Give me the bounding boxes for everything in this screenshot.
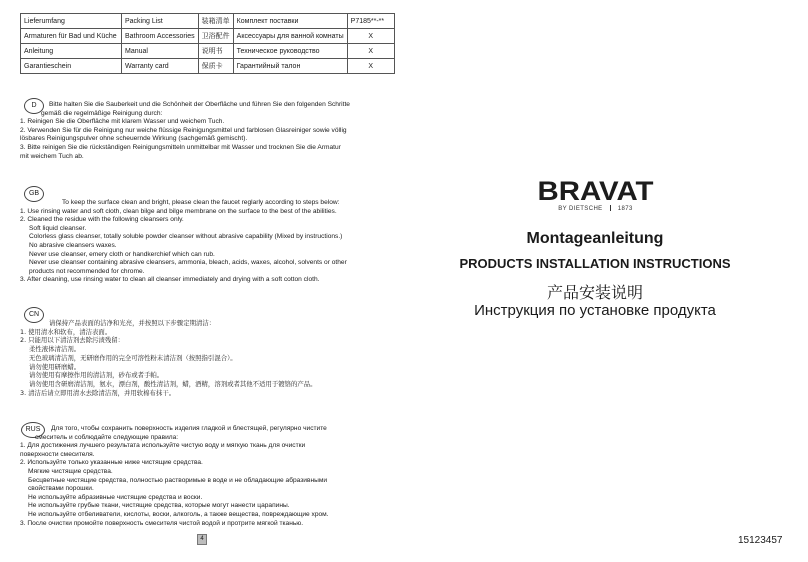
table-cell: Armaturen für Bad und Küche <box>21 29 122 44</box>
table-cell: X <box>347 44 394 59</box>
instruction-line: Soft liquid cleanser. <box>29 224 87 232</box>
title-cn: 产品安装说明 <box>546 283 643 302</box>
table-cell: Manual <box>122 44 199 59</box>
instruction-line: 2. Используйте только указанные ниже чистящие средства. <box>20 459 203 467</box>
instruction-line: Не используйте отбеливатели, кислоты, воски, алкоголь, а также вещества, повреждающие хром. <box>28 510 329 518</box>
instruction-line: Never use cleanser containing abrasive cleansers, ammonia, bleach, acids, waxes, alcohol, solvents or other <box>29 259 347 267</box>
section-de <box>20 101 385 161</box>
instruction-line: lösbares Reinigungspulver ohne scheuernde Wirkung (sachgemäß gemischt). <box>20 135 248 143</box>
instruction-line: 无色玻璃清洁剂，无研磨作用的完全可溶性粉末清洁剂（按照指引混合）。 <box>29 353 237 362</box>
brand-tagline <box>537 205 654 212</box>
instruction-line: Never use cleanser, emery cloth or handkerchief which can rub. <box>29 250 215 258</box>
instruction-line: 请保持产品表面的洁净和光亮，并按照以下步骤定期清洁： <box>49 319 216 327</box>
table-row <box>21 59 395 74</box>
table-cell: Warranty card <box>122 59 199 74</box>
instruction-line: смеситель и соблюдайте следующие правила: <box>35 433 179 441</box>
instruction-line: 请勿使用有摩擦作用的清洁剂，砂布或者手帕。 <box>29 371 164 380</box>
instruction-line: 3. После очистки промойте поверхность смесителя чистой водой и протрите мягкой тканью. <box>20 519 304 527</box>
instruction-line: gemäß die regelmäßige Reinigung durch: <box>41 109 163 117</box>
table-row <box>21 29 395 44</box>
bravat-logo <box>537 176 654 204</box>
brand-name: BRAVAT <box>537 176 654 204</box>
table-row <box>21 44 395 59</box>
table-cell: 保质卡 <box>198 59 233 74</box>
instruction-line: Bitte halten Sie die Sauberkeit und die Schönheit der Oberfläche und führen Sie den folgenden Schritte <box>49 101 350 108</box>
table-cell: Lieferumfang <box>21 14 122 29</box>
instruction-line: Не используйте грубые ткани, чистящие средства, которые могут нанести царапины. <box>28 502 290 510</box>
table-cell: Комплект поставки <box>233 14 347 29</box>
table-row <box>21 14 395 29</box>
table-cell: 说明书 <box>198 44 233 59</box>
brand-tagline-left: BY DIETSCHE <box>558 206 603 212</box>
instruction-line: 柔性液体清洁剂。 <box>29 345 81 354</box>
title-de: Montageanleitung <box>526 230 664 247</box>
instruction-line: No abrasive cleansers waxes. <box>29 241 117 249</box>
table-cell: P7185**-** <box>347 14 394 29</box>
table-cell: X <box>347 29 394 44</box>
instruction-line: Мягкие чистящие средства. <box>28 467 113 475</box>
table-cell: Anleitung <box>21 44 122 59</box>
instruction-line: 2. Cleaned the residue with the following cleansers only. <box>20 216 184 224</box>
table-cell: Гарантийный талон <box>233 59 347 74</box>
table-cell: Packing List <box>122 14 199 29</box>
table-cell: X <box>347 59 394 74</box>
instruction-line: 1. Reinigen Sie die Oberfläche mit klarem Wasser und weichem Tuch. <box>20 118 225 126</box>
instruction-line: Colorless glass cleanser, totally soluble powder cleanser without abrasive capability (Mixed by instructions.) <box>29 233 343 241</box>
title-ru: Инструкция по установке продукта <box>474 302 716 319</box>
instruction-line: 请勿使用含研磨清洁剂，氨水，漂白剂，酸性清洁剂，蜡，酒精，溶剂或者其他不适用于镀铬的产品。 <box>29 379 317 388</box>
language-badge-cn: CN <box>24 307 44 323</box>
language-badge-gb: GB <box>24 186 44 202</box>
instruction-line: 2. Verwenden Sie für die Reinigung nur weiche flüssige Reinigungsmittel und farblosen Glasreiniger sowie völlig <box>20 126 347 134</box>
language-badge-rus: RUS <box>21 422 45 438</box>
instruction-line: 3. Bitte reinigen Sie die rückständigen Reinigungsmitteln unmittelbar mit Wasser und trocknen Sie die Armatur <box>20 143 341 151</box>
page-number: 4 <box>197 534 207 545</box>
instruction-line: 3. After cleaning, use rinsing water to clean all cleanser immediately and drying with a soft cotton cloth. <box>20 276 320 284</box>
table-cell: Bathroom Accessories <box>122 29 199 44</box>
instruction-line: 请勿使用研磨蜡。 <box>29 362 81 371</box>
tagline-divider <box>610 205 611 211</box>
language-badge-de: D <box>24 98 44 114</box>
instruction-line: 3. 清洁后请立即用清水去除清洁剂，并用软棉布抹干。 <box>20 388 176 397</box>
table-cell: Техническое руководство <box>233 44 347 59</box>
instruction-line: 1. Для достижения лучшего результата используйте чистую воду и мягкую ткань для очистки <box>20 442 306 450</box>
table-cell: 装箱清单 <box>198 14 233 29</box>
section-cn <box>20 319 385 397</box>
section-rus <box>20 425 385 528</box>
section-gb <box>20 199 385 285</box>
document-code: 15123457 <box>738 535 783 546</box>
instruction-line: Бесцветные чистящие средства, полностью растворимые в воде и не обладающие абразивными <box>28 476 328 484</box>
instruction-line: mit weichem Tuch ab. <box>20 152 84 160</box>
instruction-line: 1. 使用清水和软布，清洁表面。 <box>20 327 112 336</box>
instruction-line: Не используйте абразивные чистящие средства и воски. <box>28 493 203 501</box>
instruction-line: 2. 只能用以下清洁剂去除污渍残留： <box>20 336 124 345</box>
instruction-line: Для того, чтобы сохранить поверхность изделия гладкой и блестящей, регулярно чистите <box>51 425 327 432</box>
title-en: PRODUCTS INSTALLATION INSTRUCTIONS <box>459 256 731 271</box>
packing-list-table <box>20 13 395 74</box>
table-cell: Аксессуары для ванной комнаты <box>233 29 347 44</box>
table-cell: 卫浴配件 <box>198 29 233 44</box>
instruction-line: свойствами порошки. <box>28 485 94 493</box>
brand-tagline-right: 1873 <box>617 206 633 212</box>
instruction-line: 1. Use rinsing water and soft cloth, clean bilge and bilge membrane on the surface to the best of the abilities. <box>20 207 337 215</box>
instruction-line: products not recommended for chrome. <box>29 267 145 275</box>
table-cell: Garantieschein <box>21 59 122 74</box>
instruction-line: To keep the surface clean and bright, please clean the faucet reglarly according to steps below: <box>62 199 340 206</box>
instruction-line: поверхности смесителя. <box>20 450 95 458</box>
